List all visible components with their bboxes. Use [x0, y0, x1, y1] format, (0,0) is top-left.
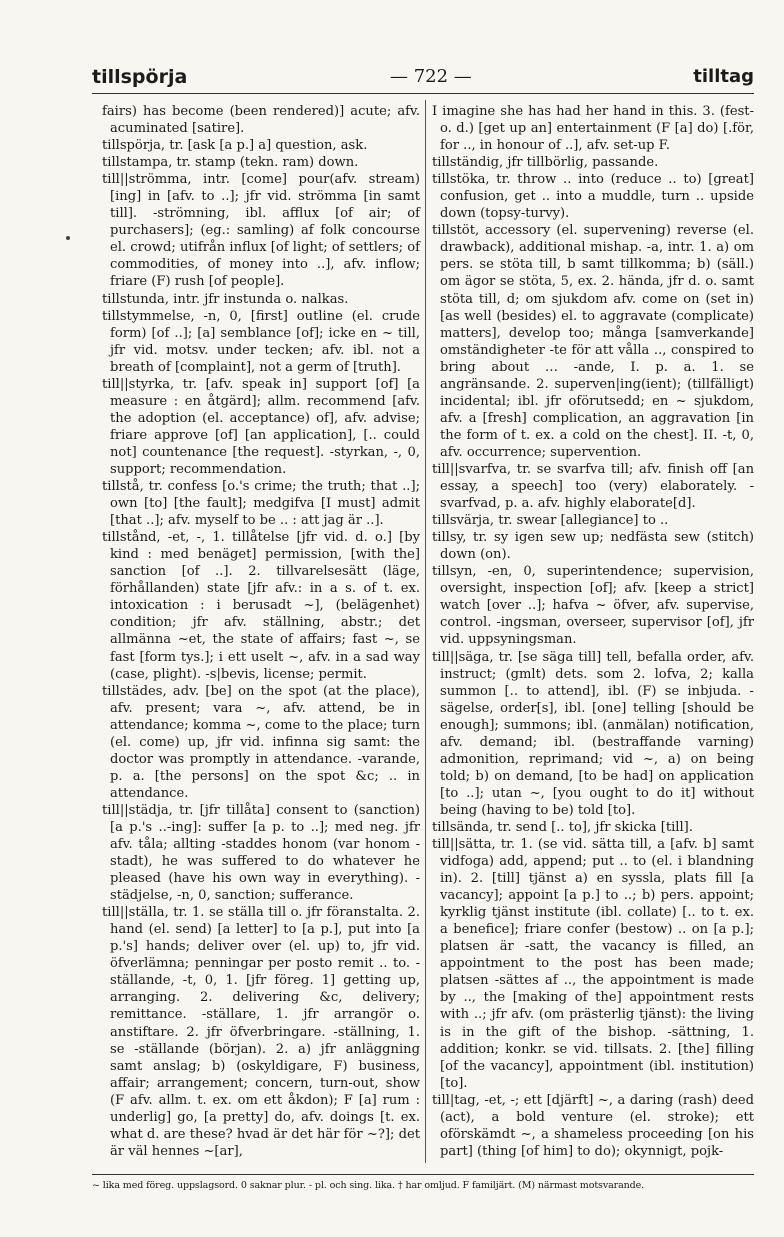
dictionary-entry: tillsy, tr. sy igen sew up; nedfästa sew (stitch) down (on).: [432, 530, 754, 563]
dictionary-entry: tillstädes, adv. [be] on the spot (at the place), afv. present; vara ~, afv. attend, be in attendance; komma ~, come to the place; turn (el. come) up, jfr vid. infinna sig samt: the doctor was promptly in attendance. -varande, p. a. [the persons] on the spot &c; .. in attendance.: [102, 683, 420, 801]
dictionary-entry: tillstampa, tr. stamp (tekn. ram) down.: [102, 155, 359, 171]
dictionary-entry: I imagine she has had her hand in this. 3. (fest- o. d.) [get up an] entertainment (F [a] do) [.för, for .., in honour of ..], afv. set-up F.: [432, 104, 754, 154]
dictionary-entry: tillstöt, accessory (el. supervening) reverse (el. drawback), additional mishap. -a, intr. 1. a) om pers. se stöta till, b samt tillkomma; b) (säll.) om ägor se stöta, 5, ex. 2. hända, jfr d. o. samt stöta till, d; om sjukdom afv. come on (set in) [as well (besides) el. to aggravate (complicate) matters], develop too; många [samverkande] omständigheter -te för att vålla .., conspired to bring about … -ande, I. p. a. 1. se angränsande. 2. superven|ing(ient); (tillfälligt) incidental; ibl. jfr oförutsedd; en ~ sjukdom, afv. a [fresh] complication, an aggravation [in the form of t. ex. a cold on the chest]. II. -t, 0, afv. occurrence; supervention.: [432, 223, 754, 460]
dictionary-entry: tillstöka, tr. throw .. into (reduce .. to) [great] confusion, get .. into a muddle, turn .. upside down (topsy-turvy).: [432, 172, 754, 222]
dictionary-entry: till|tag, -et, -; ett [djärft] ~, a daring (rash) deed (act), a bold venture (el. stroke); ett oförskämdt ~, a shameless proceeding [on his part] (thing [of him] to do); okynnigt, pojk-: [432, 1092, 754, 1159]
dictionary-entry: tillstymmelse, -n, 0, [first] outline (el. crude form) [of ..]; [a] semblance [of]; icke en ~ till, jfr vid. motsv. under tecken; afv. ibl. not a breath of [complaint], not a germ of [truth].: [102, 308, 420, 375]
dictionary-entry: tillsända, tr. send [.. to], jfr skicka [till].: [432, 819, 693, 835]
column-divider: [425, 100, 426, 1163]
left-column: [102, 103, 420, 1160]
guide-word-left: tillspörja: [92, 66, 188, 88]
dictionary-entry: fairs) has become (been rendered)] acute; afv. acuminated [satire].: [102, 104, 420, 137]
dictionary-entry: tillständig, jfr tillbörlig, passande.: [432, 155, 659, 171]
dictionary-entry: tillsvärja, tr. swear [allegiance] to ..: [432, 513, 669, 529]
dictionary-entry: till||svarfva, tr. se svarfva till; afv. finish off [an essay, a speech] too (very) elaborately. -svarfvad, p. a. afv. highly elaborate[d].: [432, 461, 754, 512]
dictionary-entry: till||styrka, tr. [afv. speak in] support [of] [a measure : en åtgärd]; allm. recommend [afv. the adoption (el. acceptance) of], afv. advise; friare approve [of] [an application], [.. could not] countenance [the request]. -styrkan, -, 0, support; recommendation.: [102, 376, 420, 477]
dictionary-entry: till||strömma, intr. [come] pour(afv. stream)[ing] in [afv. to ..]; jfr vid. strömma [in samt till]. -strömning, ibl. afflux [of air; of purchasers]; (eg.: samling) af folk concourse el. crowd; utifrån influx [of light; of settlers; of commodities, of money into ..], afv. inflow; friare (F) rush [of people].: [102, 172, 420, 290]
header-rule: [92, 93, 754, 94]
page-number: — 722 —: [390, 66, 472, 87]
dictionary-entry: tillstunda, intr. jfr instunda o. nalkas.: [102, 291, 349, 307]
dictionary-entry: till||ställa, tr. 1. se ställa till o. jfr föranstalta. 2. hand (el. send) [a letter] to [a p.], put into [a p.'s] hands; deliver over (el. up) to, jfr vid. öfverlämna; penningar per posto remit .. to. -ställande, -t, 0, 1. [jfr föreg. 1] getting up, arranging. 2. delivering &c, delivery; remittance. -ställare, 1. jfr arrangör o. anstiftare. 2. jfr öfverbringare. -ställning, 1. se -ställande (början). 2. a) jfr anläggning samt anslag; b) (oskyldigare, F) business, affair; arrangement; concern, turn-out, show (F afv. allm. t. ex. om ett åkdon); F [a] rum : underlig] go, [a pretty] do, afv. doings [t. ex. what d. are these? hvad är det här för ~?]; det är väl hennes ~[ar],: [102, 905, 420, 1159]
dictionary-entry: till||säga, tr. [se säga till] tell, befalla order, afv. instruct; (gmlt) dets. som 2. lofva, 2; kalla summon [.. to attend], ibl. (F) se inbjuda. -sägelse, order[s], ibl. [one] telling [should be enough]; summons; ibl. (anmälan) notification, afv. demand; ibl. (bestraffande varning) admonition, reprimand; vid ~, a) on being told; b) on demand, [to be had] on application [to ..]; utan ~, [you ought to do it] without being (having to be) told [to].: [432, 649, 754, 818]
dictionary-entry: tillsyn, -en, 0, superintendence; supervision, oversight, inspection [of]; afv. [keep a strict] watch [over ..]; hafva ~ öfver, afv. supervise, control. -ingsman, overseer, supervisor [of], jfr vid. uppsyningsman.: [432, 564, 754, 648]
margin-dot: [66, 236, 70, 240]
right-column: [432, 103, 754, 1160]
dictionary-entry: tillstå, tr. confess [o.'s crime; the truth; that ..]; own [to] [the fault]; medgifva [I must] admit [that ..]; afv. myself to be .. : att jag är ..].: [102, 479, 420, 529]
footer-rule: [92, 1174, 754, 1175]
guide-word-right: tilltag: [693, 66, 754, 87]
page-header: [92, 66, 754, 92]
dictionary-entry: till||städja, tr. [jfr tillåta] consent to (sanction) [a p.'s ..-ing]: suffer [a p. to ..]; med neg. jfr afv. tåla; allting -staddes honom (var honom -stadt), he was suffered to do whatever he pleased (have his own way in everything). -städjelse, -n, 0, sanction; sufferance.: [102, 802, 420, 904]
dictionary-entry: tillstånd, -et, -, 1. tillåtelse [jfr vid. d. o.] [by kind : med benäget] permission, [with the] sanction [of ..]. 2. tillvarelsesätt (läge, förhållanden) state [jfr afv.: in a s. of t. ex. intoxication : i berusadt ~], (belägenhet) condition; jfr afv. ställning, abstr.; det allmänna ~et, the state of affairs; fast ~, se fast [form tys.]; i ett uselt ~, afv. in a sad way (case, plight). -s|bevis, license; permit.: [102, 530, 420, 682]
dictionary-entry: tillspörja, tr. [ask [a p.] a] question, ask.: [102, 138, 368, 154]
abbreviation-legend: ~ lika med föreg. uppslagsord. 0 saknar plur. - pl. och sing. lika. † har omljud. F familjärt. (M) närmast motsvarande.: [92, 1180, 645, 1191]
dictionary-entry: till||sätta, tr. 1. (se vid. sätta till, a [afv. b] samt vidfoga) add, append; put .. to (el. i blandning in). 2. [till] tjänst a) en syssla, plats fill [a vacancy]; appoint [a p.] to ..; b) pers. appoint; kyrklig tjänst institute (ibl. collate) [.. to t. ex. a benefice]; friare confer (bestow) .. on [a p.]; platsen är -satt, the vacancy is filled, an appointment to the post has been made; platsen -sättes af .., the appointment is made by .., the [making of the] appointment rests with ..; jfr afv. (om prästerlig tjänst): the living is in the gift of the bishop. -sättning, 1. addition; konkr. se vid. tillsats. 2. [the] filling [of the vacancy], appointment (ibl. institution) [to].: [432, 837, 754, 1091]
